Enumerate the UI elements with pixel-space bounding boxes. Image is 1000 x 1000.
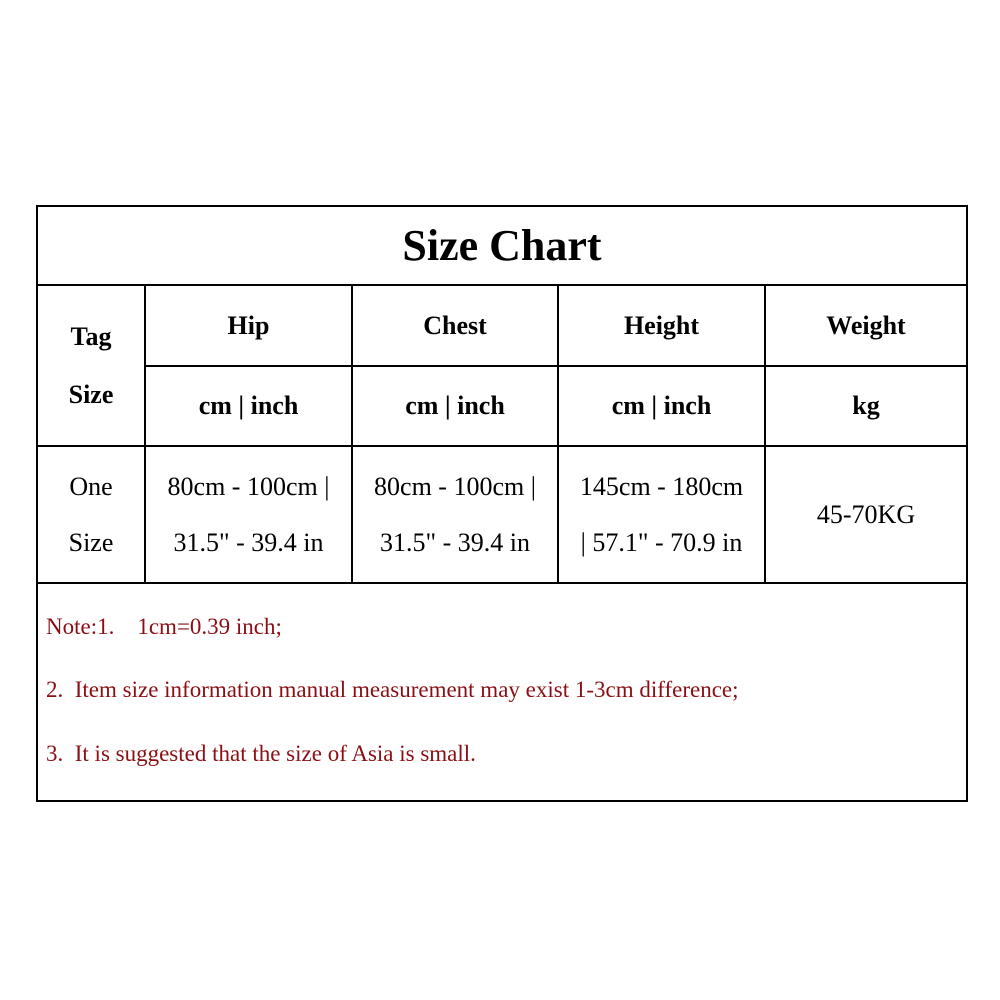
height-cell: [558, 446, 765, 583]
column-header-chest: Chest: [352, 286, 558, 366]
tag-size-line-2: Size: [68, 527, 114, 557]
height-cm: 145cm - 180cm: [579, 471, 744, 501]
hip-inch: 31.5" - 39.4 in: [173, 527, 324, 557]
note-line-3: 3. It is suggested that the size of Asia is small.: [46, 741, 476, 766]
tag-size-line-1: One: [69, 471, 113, 501]
tag-size-header-line-1: Tag: [70, 321, 112, 351]
header-row-names: [38, 286, 966, 366]
weight-cell: [765, 446, 966, 583]
column-header-weight: Weight: [765, 286, 966, 366]
chest-cm: 80cm - 100cm |: [374, 471, 536, 501]
chart-title: Size Chart: [402, 221, 602, 270]
size-chart: [36, 205, 968, 802]
header-row-units: [38, 366, 966, 446]
tag-size-header-line-2: Size: [68, 379, 114, 409]
unit-header-chest: cm | inch: [352, 366, 558, 446]
table-row: [38, 446, 966, 583]
notes-section: [38, 584, 966, 802]
note-line-1: Note:1. 1cm=0.39 inch;: [46, 614, 282, 639]
unit-header-hip: cm | inch: [145, 366, 352, 446]
tag-size-cell: [38, 446, 145, 583]
unit-header-weight: kg: [765, 366, 966, 446]
column-header-hip: Hip: [145, 286, 352, 366]
hip-cm: 80cm - 100cm |: [167, 471, 330, 501]
weight-kg: 45-70KG: [816, 499, 916, 529]
height-inch: | 57.1" - 70.9 in: [580, 527, 743, 557]
tag-size-header: [38, 286, 145, 446]
column-header-height: Height: [558, 286, 765, 366]
hip-cell: [145, 446, 352, 583]
title-row: [38, 207, 966, 286]
chest-cell: [352, 446, 558, 583]
size-table: [38, 286, 966, 584]
note-line-2: 2. Item size information manual measurement may exist 1-3cm difference;: [46, 677, 739, 702]
chest-inch: 31.5" - 39.4 in: [380, 527, 530, 557]
unit-header-height: cm | inch: [558, 366, 765, 446]
